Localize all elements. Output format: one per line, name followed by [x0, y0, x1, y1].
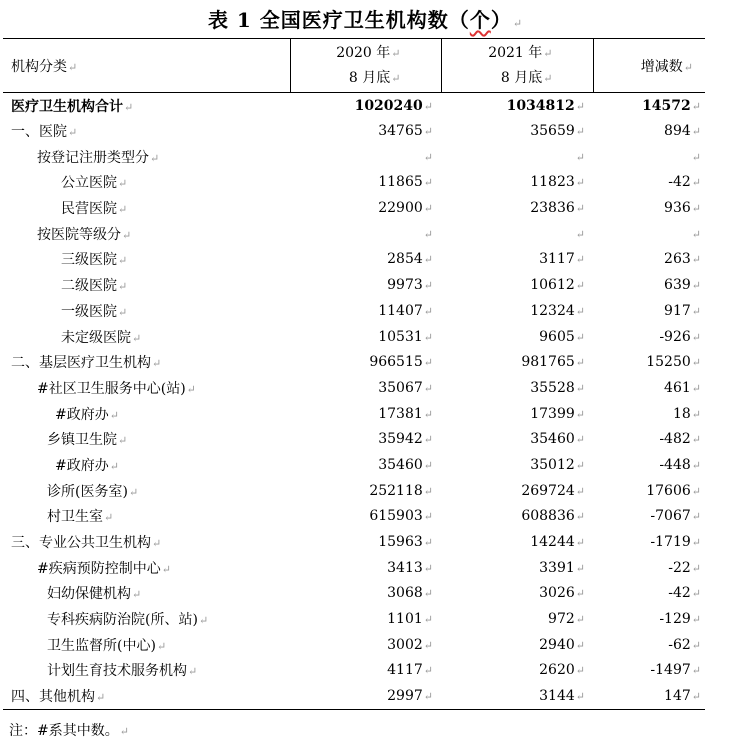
- row-name: 按医院等级分↵: [37, 226, 132, 243]
- paragraph-mark: ↵: [512, 17, 524, 30]
- table-row: [3, 683, 705, 709]
- row-name: 一级医院↵: [61, 303, 128, 320]
- value-2021: 23836↵: [530, 200, 585, 217]
- value-2020: 17381↵: [378, 405, 433, 422]
- table-row: [3, 581, 705, 607]
- value-change: ↵: [691, 227, 701, 241]
- value-2020: 252118↵: [369, 482, 433, 499]
- value-2020: ↵: [423, 227, 433, 241]
- table-row: [3, 298, 705, 324]
- value-change: -1497↵: [650, 662, 701, 679]
- value-2020: 2854↵: [387, 251, 433, 268]
- value-change: 147↵: [593, 683, 705, 709]
- table-title: 表 1 全国医疗卫生机构数（个）↵: [207, 8, 524, 32]
- table-row: [3, 504, 705, 530]
- value-change: -926↵: [659, 328, 701, 345]
- institution-count-table: [3, 38, 705, 710]
- value-change: 894↵: [664, 123, 701, 140]
- row-name: 二级医院↵: [61, 278, 128, 295]
- value-2020: 3413↵: [387, 559, 433, 576]
- value-change: -42↵: [668, 174, 701, 191]
- table-row: [3, 478, 705, 504]
- row-name: 民营医院↵: [61, 201, 128, 218]
- value-2021: 3117↵: [539, 251, 585, 268]
- value-2021: 3391↵: [539, 559, 585, 576]
- table-row: [3, 272, 705, 298]
- value-2020: 3002↵: [387, 636, 433, 653]
- value-2021: 972↵: [548, 611, 585, 628]
- total-row: [3, 93, 705, 119]
- value-2021: 1034812↵: [506, 97, 585, 114]
- row-name: 医疗卫生机构合计↵: [11, 98, 134, 115]
- table-row: [3, 632, 705, 658]
- value-2020: 10531↵: [378, 328, 433, 345]
- row-name: 专科疾病防治院(所、站)↵: [47, 612, 209, 629]
- header-change: 增减数↵: [593, 39, 705, 93]
- table-row: [3, 529, 705, 555]
- table-row: [3, 170, 705, 196]
- table-row: [3, 195, 705, 221]
- value-2021: 2620↵: [539, 662, 585, 679]
- footnote: 注：#系其中数。↵: [9, 723, 129, 739]
- value-change: 461↵: [664, 379, 701, 396]
- row-name: 未定级医院↵: [61, 329, 142, 346]
- table-row: [3, 221, 705, 247]
- value-2021: 17399↵: [530, 405, 585, 422]
- table-row: [3, 349, 705, 375]
- row-name: 村卫生室↵: [47, 509, 114, 526]
- row-name: #疾病预防控制中心↵: [37, 560, 171, 577]
- value-2020: 4117↵: [387, 662, 433, 679]
- header-2020: 2020 年↵ 8 月底↵: [290, 39, 441, 93]
- value-2020: 35460↵: [378, 456, 433, 473]
- table-row: [3, 426, 705, 452]
- value-2021: 269724↵: [521, 482, 585, 499]
- row-name: 三、专业公共卫生机构↵: [11, 535, 162, 552]
- value-change: -1719↵: [650, 534, 701, 551]
- table-row: [3, 247, 705, 273]
- value-2021: 35528↵: [530, 379, 585, 396]
- table-row: [3, 324, 705, 350]
- value-2021: ↵: [575, 227, 585, 241]
- value-2020: 3068↵: [387, 585, 433, 602]
- header-2021: 2021 年↵ 8 月底↵: [441, 39, 593, 93]
- value-change: -129↵: [659, 611, 701, 628]
- value-2021: 3144↵: [441, 683, 593, 709]
- value-2021: 35012↵: [530, 456, 585, 473]
- value-2021: ↵: [575, 150, 585, 164]
- value-2020: 22900↵: [378, 200, 433, 217]
- value-change: -42↵: [668, 585, 701, 602]
- value-2020: 15963↵: [378, 534, 433, 551]
- row-name: 二、基层医疗卫生机构↵: [11, 355, 162, 372]
- value-change: 18↵: [672, 405, 701, 422]
- value-2021: 11823↵: [530, 174, 585, 191]
- value-2020: 34765↵: [378, 123, 433, 140]
- value-change: 917↵: [664, 302, 701, 319]
- value-2021: 10612↵: [530, 277, 585, 294]
- row-name: #政府办↵: [55, 457, 119, 474]
- value-2020: 9973↵: [387, 277, 433, 294]
- value-change: 639↵: [664, 277, 701, 294]
- table-body: [3, 93, 705, 710]
- value-2020: 2997↵: [290, 683, 441, 709]
- value-2020: 1020240↵: [354, 97, 433, 114]
- value-2020: 11407↵: [378, 302, 433, 319]
- value-2020: 1101↵: [387, 611, 433, 628]
- row-name: 诊所(医务室)↵: [47, 483, 139, 500]
- value-change: 14572↵: [642, 97, 701, 114]
- row-name: 四、其他机构↵: [3, 683, 290, 709]
- value-2021: 35659↵: [530, 123, 585, 140]
- row-name: 公立医院↵: [61, 175, 128, 192]
- row-name: 三级医院↵: [61, 252, 128, 269]
- value-change: -62↵: [668, 636, 701, 653]
- value-change: 17606↵: [646, 482, 701, 499]
- value-2020: 966515↵: [369, 354, 433, 371]
- value-2020: ↵: [423, 150, 433, 164]
- value-change: -448↵: [659, 456, 701, 473]
- value-change: -22↵: [668, 559, 701, 576]
- table-row: [3, 555, 705, 581]
- row-name: #政府办↵: [55, 406, 119, 423]
- value-2020: 11865↵: [378, 174, 433, 191]
- value-2021: 14244↵: [530, 534, 585, 551]
- value-2021: 3026↵: [539, 585, 585, 602]
- row-name: 妇幼保健机构↵: [47, 586, 142, 603]
- value-2020: 615903↵: [369, 508, 433, 525]
- value-2020: 35067↵: [378, 379, 433, 396]
- value-2021: 35460↵: [530, 431, 585, 448]
- table-row: [3, 658, 705, 684]
- row-name: 计划生育技术服务机构↵: [47, 663, 198, 680]
- value-change: 936↵: [664, 200, 701, 217]
- value-2021: 608836↵: [521, 508, 585, 525]
- table-row: [3, 144, 705, 170]
- table-row: [3, 606, 705, 632]
- value-2021: 12324↵: [530, 302, 585, 319]
- value-change: 15250↵: [646, 354, 701, 371]
- row-name: 按登记注册类型分↵: [37, 149, 160, 166]
- value-2021: 2940↵: [539, 636, 585, 653]
- value-2021: 9605↵: [539, 328, 585, 345]
- value-change: 263↵: [664, 251, 701, 268]
- row-name: 一、医院↵: [11, 124, 78, 141]
- value-change: ↵: [691, 150, 701, 164]
- row-name: #社区卫生服务中心(站)↵: [37, 380, 196, 397]
- value-2020: 35942↵: [378, 431, 433, 448]
- table-row: [3, 401, 705, 427]
- header-row: [3, 39, 705, 93]
- value-change: -7067↵: [650, 508, 701, 525]
- value-2021: 981765↵: [521, 354, 585, 371]
- row-name: 卫生监督所(中心)↵: [47, 637, 167, 654]
- header-category: 机构分类↵: [3, 39, 290, 93]
- title-unit: 个: [469, 8, 491, 32]
- row-name: 乡镇卫生院↵: [47, 432, 128, 449]
- table-row: [3, 452, 705, 478]
- value-change: -482↵: [659, 431, 701, 448]
- table-row: [3, 118, 705, 144]
- table-row: [3, 375, 705, 401]
